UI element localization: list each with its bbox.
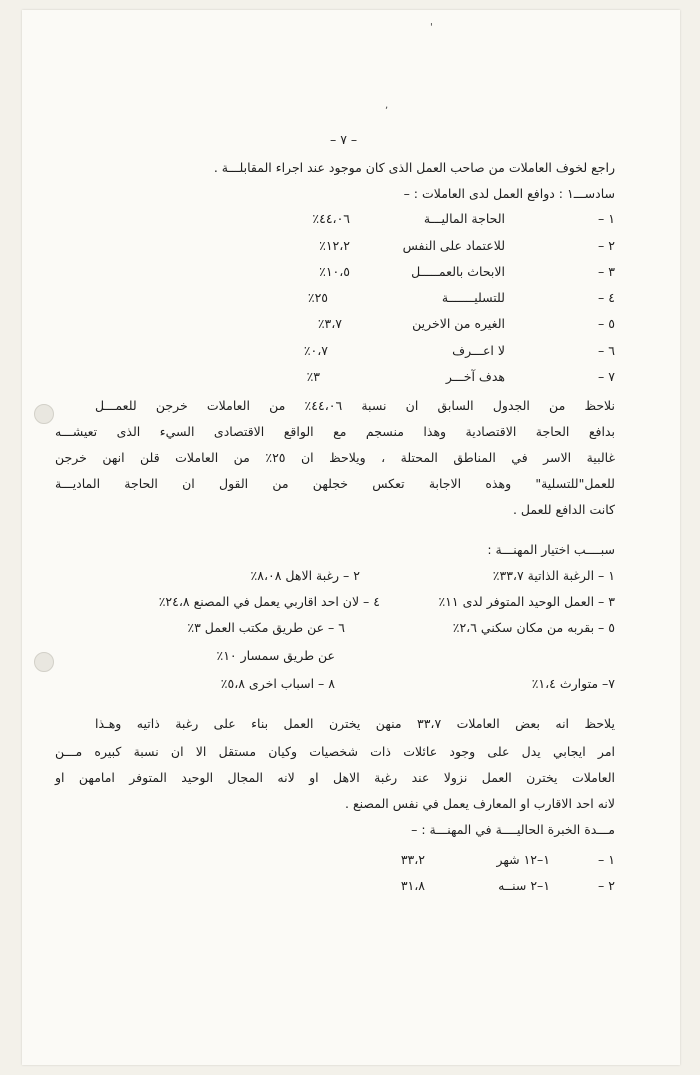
choice-item: عن طريق سمسار ١٠٪	[216, 648, 335, 663]
item-number: ٦ –	[598, 343, 615, 358]
item-label: للاعتماد على النفس	[402, 238, 505, 253]
paragraph-line: العاملات يخترن العمل نزولا عند رغبة الاهل او لانه المجال الوحيد المتوفر امامهن او	[55, 770, 615, 785]
ink-speck: ,	[385, 100, 389, 111]
choice-item: ٧– متوارث ١،٤٪	[531, 676, 615, 691]
experience-heading: مـــدة الخبرة الحاليــــة في المهنـــة : –	[411, 822, 615, 837]
paragraph-line: لانه احد الاقارب او المعارف يعمل في نفس المصنع .	[345, 796, 615, 811]
choice-item: ٢ – رغبة الاهل ٨،٠٨٪	[250, 568, 360, 583]
choice-item: ٥ – بقربه من مكان سكني ٢،٦٪	[452, 620, 615, 635]
item-label: هدف آخـــر	[445, 369, 505, 384]
paragraph-line: نلاحظ من الجدول السابق ان نسبة ٤٤،٠٦٪ من العاملات خرجن للعمـــل	[95, 398, 615, 413]
job-choice-heading: سبــــب اختيار المهنـــة :	[487, 542, 615, 557]
choice-item: ٨ – اسباب اخرى ٥،٨٪	[220, 676, 335, 691]
item-number: ٤ –	[598, 290, 615, 305]
experience-number: ٢ –	[598, 878, 615, 893]
item-label: الحاجة الماليـــة	[423, 211, 505, 226]
item-value: ٤٤،٠٦٪	[312, 211, 350, 226]
item-value: ٠،٧٪	[303, 343, 328, 358]
page-number: – ٧ –	[330, 132, 358, 147]
item-label: الابحاث بالعمـــــل	[411, 264, 505, 279]
experience-value: ٣٣،٢	[400, 852, 425, 867]
paragraph-line: غالبية الاسر في المناطق المحتلة ، ويلاحظ ان ٢٥٪ من العاملات قلن انهن خرجن	[55, 450, 615, 465]
paragraph-line: يلاحظ انه بعض العاملات ٣٣،٧ منهن يخترن العمل بناء على رغبة ذاتيه وهـذا	[95, 716, 615, 731]
item-number: ٢ –	[598, 238, 615, 253]
choice-item: ٦ – عن طريق مكتب العمل ٣٪	[187, 620, 345, 635]
item-number: ٥ –	[598, 316, 615, 331]
item-value: ٢٥٪	[307, 290, 328, 305]
item-value: ١٢،٢٪	[319, 238, 350, 253]
item-value: ٣،٧٪	[317, 316, 342, 331]
section6-heading: سادســـ١ : دوافع العمل لدى العاملات : –	[403, 186, 615, 201]
paragraph-line: كانت الدافع للعمل .	[512, 502, 615, 517]
experience-number: ١ –	[598, 852, 615, 867]
item-value: ١٠،٥٪	[319, 264, 350, 279]
choice-item: ١ – الرغبة الذاتية ٣٣،٧٪	[492, 568, 615, 583]
paragraph-line: بدافع الحاجة الاقتصادية وهذا منسجم مع الواقع الاقتصادى السيء الذى تعيشـــه	[55, 424, 615, 439]
choice-item: ٤ – لان احد اقاربي يعمل في المصنع ٢٤،٨٪	[158, 594, 380, 609]
item-label: للتسليـــــــة	[441, 290, 505, 305]
ink-speck: '	[430, 22, 433, 33]
experience-label: ١–١٢ شهر	[496, 852, 550, 867]
item-label: الغيره من الاخرين	[412, 316, 505, 331]
paragraph-line: للعمل"للتسلية" وهذه الاجابة تعكس خجلهن من القول ان الحاجة الماديـــة	[55, 476, 615, 491]
intro-line: راجع لخوف العاملات من صاحب العمل الذى كان موجود عند اجراء المقابلـــة .	[213, 160, 615, 175]
item-label: لا اعـــرف	[452, 343, 505, 358]
item-number: ٣ –	[598, 264, 615, 279]
item-number: ٧ –	[598, 369, 615, 384]
experience-label: ١–٢ سنــه	[498, 878, 550, 893]
item-number: ١ –	[598, 211, 615, 226]
choice-item: ٣ – العمل الوحيد المتوفر لدى ١١٪	[438, 594, 615, 609]
experience-value: ٣١،٨	[400, 878, 425, 893]
item-value: ٣٪	[306, 369, 320, 384]
paragraph-line: امر ايجابي يدل على وجود عائلات ذات شخصيات وكيان مستقل الا ان نسبة كبيره مـــن	[55, 744, 615, 759]
